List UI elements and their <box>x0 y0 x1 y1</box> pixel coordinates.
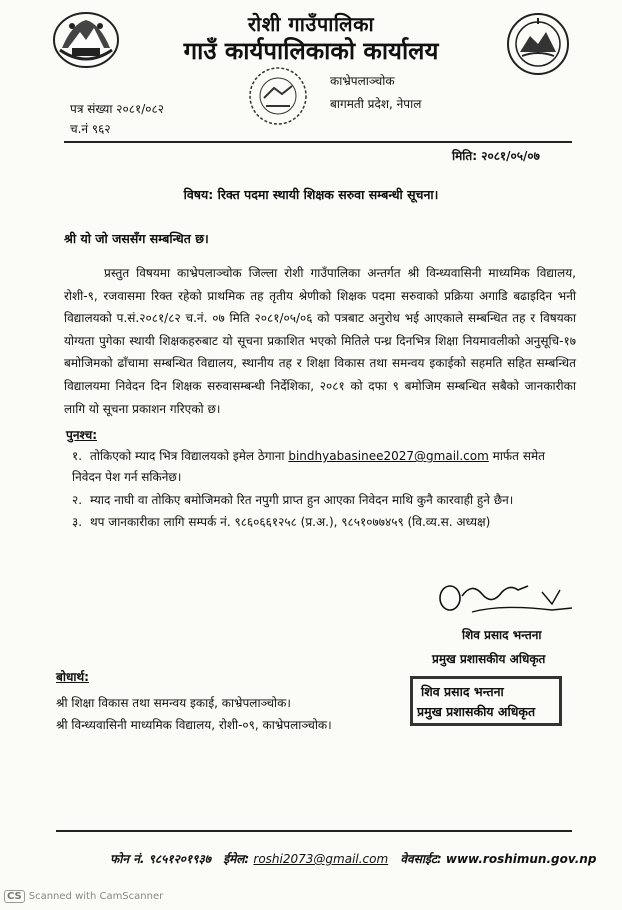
office-title: गाउँ कार्यपालिकाको कार्यालय <box>183 37 439 65</box>
postscript-item-2 <box>72 490 513 511</box>
dispatch-number: च.नं ९६२ <box>70 122 111 136</box>
signatory-title: प्रमुख प्रशासकीय अधिकृत <box>432 652 546 666</box>
camscanner-watermark <box>4 890 163 903</box>
camscanner-text: Scanned with CamScanner <box>28 891 164 902</box>
item-text-continued: मार्फत समेत निवेदन पेश गर्न सकिनेछ। <box>72 449 545 484</box>
address-district: काभ्रेपलाञ्चोक <box>330 74 395 88</box>
office-email-link[interactable]: roshi2073@gmail.com <box>253 852 389 866</box>
subject-line: विषय: रिक्त पदमा स्थायी शिक्षक सरुवा सम्बन्धी सूचना। <box>183 187 439 202</box>
footer-contact <box>110 850 596 867</box>
school-email-link[interactable]: bindhyabasinee2027@gmail.com <box>288 449 489 463</box>
signatory-stamp <box>410 676 562 726</box>
stamp-name: शिव प्रसाद भन्तना <box>421 684 504 699</box>
salutation: श्री यो जो जससँग सम्बन्धित छ। <box>64 231 209 246</box>
item-number: २. <box>72 493 83 507</box>
letter-date: मिति: २०८१/०५/०७ <box>452 149 540 163</box>
municipality-name: रोशी गाउँपालिका <box>247 12 375 36</box>
phone-label: फोन नं. <box>110 852 145 866</box>
office-seal-stamp <box>238 64 318 128</box>
cc-heading: बोधार्थ: <box>56 670 89 684</box>
footer-divider <box>56 830 572 832</box>
letter-number: पत्र संख्या २०८१/०८२ <box>70 102 164 116</box>
camscanner-icon: CS <box>4 890 25 903</box>
cc-recipient-2: श्री विन्ध्यवासिनी माध्यमिक विद्यालय, रोशी-०९, काभ्रेपलाञ्चोक। <box>56 718 332 732</box>
header-divider <box>64 141 572 143</box>
item-number: १. <box>72 449 83 463</box>
address-province: बागमती प्रदेश, नेपाल <box>330 97 422 111</box>
website-link[interactable]: www.roshimun.gov.np <box>445 852 597 866</box>
email-label: ईमेल: <box>223 852 250 866</box>
phone-number: ९८५१२०१९३७ <box>148 852 212 866</box>
item-text: तोकिएको म्याद भित्र विद्यालयको इमेल ठेगाना <box>90 449 285 463</box>
notice-body: प्रस्तुत विषयमा काभ्रेपलाञ्चोक जिल्ला रोशी गाउँपालिका अन्तर्गत श्री विन्ध्यवासिनी माध्यमिक विद्यालय, रोशी-९, रजवासमा रिक्त रहेको प्राथमिक तह तृतीय श्रेणीको शिक्षक पदमा सरुवाको प्रक्रिया अगाडि बढाइदिन भनी विद्यालयको प.सं.२०८१/८२ च.नं. ०७ मिति २०८१/०५/०६ को पत्रबाट अनुरोध भई आएकाले सम्बन्धित तह र विषयका योग्यता पुगेका स्थायी शिक्षकहरुबाट यो सूचना प्रकाशित भएको मितिले पन्ध्र दिनभित्र शिक्षा नियमावलीको अनुसूचि-१७ बमोजिमको ढाँचामा सम्बन्धित विद्यालय, स्थानीय तह र शिक्षा विकास तथा समन्वय इकाईको सहमति सहित सम्बन्धित विद्यालयमा निवेदन दिन शिक्षक सरुवासम्बन्धी निर्देशिका, २०८१ को दफा ९ बमोजिम सम्बन्धित सबैको जानकारीका लागि यो सूचना प्रकाशन गरिएको छ। <box>64 266 576 416</box>
item-number: ३. <box>72 515 83 529</box>
stamp-title: प्रमुख प्रशासकीय अधिकृत <box>417 704 536 719</box>
handwritten-signature <box>432 574 578 624</box>
signatory-name: शिव प्रसाद भन्तना <box>462 628 542 642</box>
item-text: थप जानकारीका लागि सम्पर्क नं. ९८६०६६१२५८ (प्र.अ.), ९८५१०७७४५९ (वि.व्य.स. अध्यक्ष) <box>90 515 491 529</box>
website-label: वेवसाईट: <box>400 852 442 866</box>
postscript-item-3 <box>72 512 490 533</box>
cc-recipient-1: श्री शिक्षा विकास तथा समन्वय इकाई, काभ्रेपलाञ्चोक। <box>56 696 291 710</box>
item-text: म्याद नाघी वा तोकिए बमोजिमको रित नपुगी प्राप्त हुन आएका निवेदन माथि कुनै कारवाही हुने छैन। <box>90 493 514 507</box>
postscript-heading: पुनश्च: <box>66 428 97 442</box>
postscript-item-1 <box>72 446 578 488</box>
